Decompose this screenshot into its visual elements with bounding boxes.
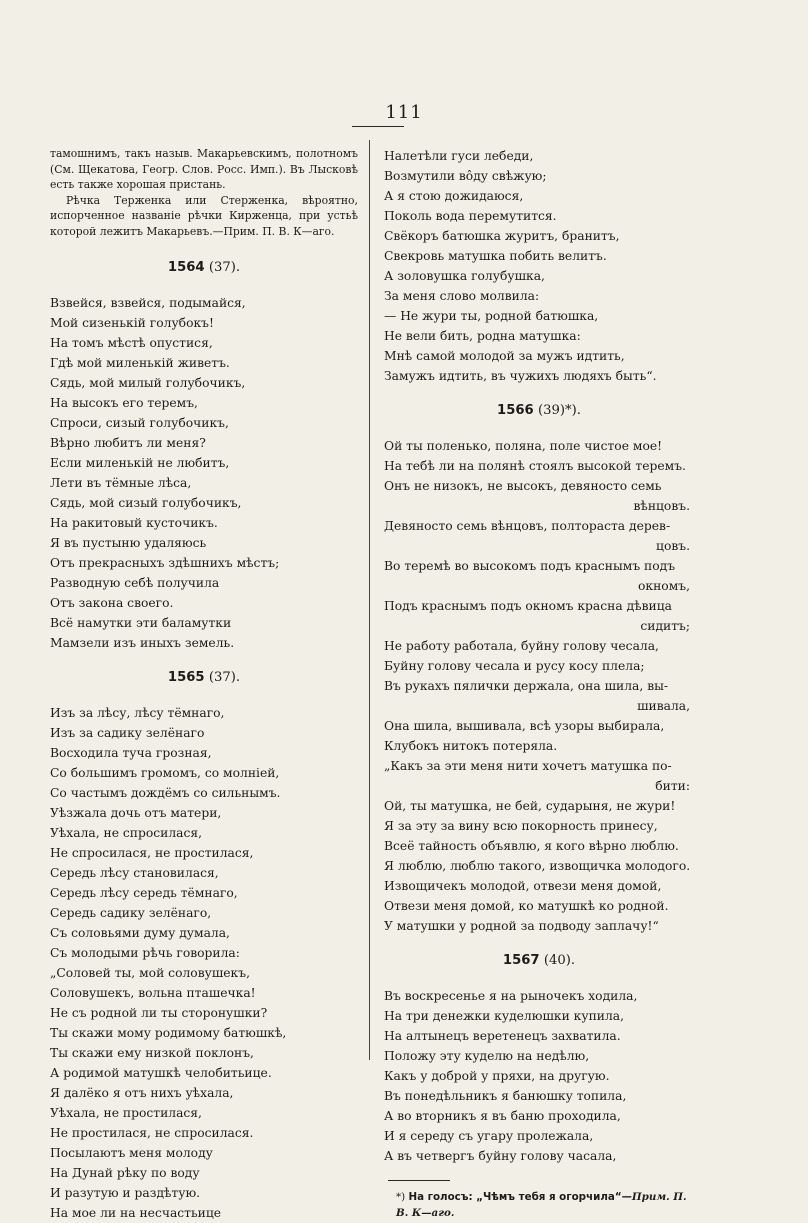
- verse-line: Въ воскресенье я на рыночекъ ходила,: [384, 989, 638, 1003]
- song-reference: (39)*).: [537, 403, 581, 418]
- verse-line: Отвези меня домой, ко матушкѣ ко родной.: [384, 899, 669, 913]
- verse-line: Ой, ты матушка, не бей, сударыня, не жури!: [384, 799, 676, 813]
- verse-line: На ракитовый кусточикъ.: [50, 516, 218, 530]
- song-heading: [384, 400, 694, 422]
- verse-line: Всё намутки эти баламутки: [50, 616, 232, 630]
- verse-line: Сядь, мой сизый голубочикъ,: [50, 496, 242, 510]
- column-divider: [369, 140, 370, 1060]
- verse-line: А во вторникъ я въ баню проходила,: [384, 1109, 621, 1123]
- footnote: [384, 1189, 694, 1221]
- verse-line: Отъ закона своего.: [50, 596, 174, 610]
- verse-line: Всеё тайность объявлю, я кого вѣрно люблю.: [384, 839, 679, 853]
- song-verses: [384, 436, 694, 936]
- verse-line: А я стою дожидаюся,: [384, 189, 524, 203]
- verse-line: Не простилася, не спросилася.: [50, 1126, 254, 1140]
- verse-line: Уѣхала, не спросилася,: [50, 826, 203, 840]
- verse-line: Если миленькiй не любитъ,: [50, 456, 230, 470]
- verse-line: Середь лѣсу становилася,: [50, 866, 219, 880]
- verse-line: Въ понедѣльникъ я банюшку топила,: [384, 1089, 627, 1103]
- song-verses: [50, 293, 358, 653]
- footnote-rule: [388, 1180, 450, 1181]
- verse-line: Я далёко я отъ нихъ уѣхала,: [50, 1086, 234, 1100]
- note-paragraph: Рѣчка Терженка или Стерженка, вѣроятно, испорченное названiе рѣчки Кирженца, при устьѣ которой лежитъ Макарьевъ.—Прим. П. В. К—аго.: [50, 193, 358, 238]
- verse-line: Она шила, вышивала, всѣ узоры выбирала,: [384, 719, 665, 733]
- song-number: 1567: [502, 953, 540, 968]
- verse-line: Буйну голову чесала и русу косу плела;: [384, 659, 645, 673]
- verse-line: цовъ.: [656, 539, 690, 553]
- verse-line: Мой сизенькiй голубокъ!: [50, 316, 214, 330]
- note-paragraph: тамошнимъ, такъ назыв. Макарьевскимъ, полотномъ (См. Щекатова, Геогр. Слов. Росс. Имп.). Въ Лысковѣ есть также хорошая пристань.: [50, 147, 358, 191]
- verse-line: Съ молодыми рѣчь говорила:: [50, 946, 240, 960]
- verse-line: Я въ пустыню удаляюсь: [50, 536, 207, 550]
- right-column: [384, 146, 694, 1221]
- verse-line: Разводную себѣ получила: [50, 576, 220, 590]
- verse-line: вѣнцовъ.: [633, 499, 690, 513]
- verse-line: А въ четвергъ буйну голову часала,: [384, 1149, 617, 1163]
- verse-line: Я за эту за вину всю покорность принесу,: [384, 819, 658, 833]
- verse-line: На алтынецъ веретенецъ захватила.: [384, 1029, 621, 1043]
- verse-line: Мамзели изъ иныхъ земель.: [50, 636, 235, 650]
- verse-line: Замужъ идтить, въ чужихъ людяхъ быть“.: [384, 369, 657, 383]
- verse-line: Восходила туча грозная,: [50, 746, 212, 760]
- verse-line: сидитъ;: [640, 619, 690, 633]
- song-reference: (37).: [208, 670, 241, 685]
- verse-line: Положу эту куделю на недѣлю,: [384, 1049, 590, 1063]
- verse-line: Свёкоръ батюшка журитъ, бранитъ,: [384, 229, 620, 243]
- verse-line: Подъ краснымъ подъ окномъ красна дѣвица: [384, 599, 672, 613]
- verse-line: Изъ за садику зелёнаго: [50, 726, 205, 740]
- verse-line: Уѣзжала дочь отъ матери,: [50, 806, 222, 820]
- verse-line: Возмутили вôду свѣжую;: [384, 169, 547, 183]
- verse-line: Не работу работала, буйну голову чесала,: [384, 639, 659, 653]
- footnote-marker: *): [396, 1191, 406, 1203]
- verse-line: У матушки у родной за подводу заплачу!“: [384, 919, 659, 933]
- verse-line: Извощичекъ молодой, отвези меня домой,: [384, 879, 662, 893]
- song-reference: (40).: [543, 953, 576, 968]
- song-verses: [50, 703, 358, 1223]
- verse-line: Ой ты поленько, поляна, поле чистое мое!: [384, 439, 663, 453]
- verse-line: Изъ за лѣсу, лѣсу тёмнаго,: [50, 706, 225, 720]
- verse-line: Какъ у доброй у пряхи, на другую.: [384, 1069, 610, 1083]
- verse-line: Въ рукахъ пялички держала, она шила, вы-: [384, 679, 669, 693]
- verse-line: Поколь вода перемутится.: [384, 209, 557, 223]
- song-number: 1566: [497, 403, 534, 418]
- verse-line: А золовушка голубушка,: [384, 269, 545, 283]
- verse-line: Ты скажи ему низкой поклонъ,: [50, 1046, 254, 1060]
- verse-line: На тебѣ ли на полянѣ стоялъ высокой теремъ.: [384, 459, 686, 473]
- song-verses: [384, 986, 694, 1166]
- left-column: [50, 146, 358, 1223]
- continued-note: [50, 146, 358, 239]
- verse-line: „Какъ за эти меня нити хочетъ матушка по-: [384, 759, 672, 773]
- verse-line: Ты скажи мому родимому батюшкѣ,: [50, 1026, 287, 1040]
- verse-line: Налетѣли гуси лебеди,: [384, 149, 534, 163]
- verse-line: И я середу съ угару пролежала,: [384, 1129, 594, 1143]
- footnote-attribution: Прим. П. В. К—аго.: [396, 1191, 687, 1219]
- verse-line: Со частымъ дождёмъ со сильнымъ.: [50, 786, 281, 800]
- verse-line: Не спросилася, не простилася,: [50, 846, 254, 860]
- song-number: 1564: [167, 260, 205, 275]
- verse-line: Я люблю, люблю такого, извощичка молодого.: [384, 859, 691, 873]
- verse-line: „Соловей ты, мой соловушекъ,: [50, 966, 250, 980]
- verse-line: окномъ,: [638, 579, 690, 593]
- verse-line: Отъ прекрасныхъ здѣшнихъ мѣстъ;: [50, 556, 280, 570]
- verse-line: Девяносто семь вѣнцовъ, полтораста дерев-: [384, 519, 671, 533]
- verse-line: шивала,: [637, 699, 690, 713]
- verse-line: И разутую и раздѣтую.: [50, 1186, 201, 1200]
- verse-line: Гдѣ мой миленькiй живетъ.: [50, 356, 230, 370]
- verse-line: Во теремѣ во высокомъ подъ краснымъ подъ: [384, 559, 676, 573]
- verse-line: Со большимъ громомъ, со молнiей,: [50, 766, 280, 780]
- verse-line: Середь лѣсу середь тёмнаго,: [50, 886, 238, 900]
- verse-line: Съ соловьями думу думала,: [50, 926, 230, 940]
- verse-line: Онъ не низокъ, не высокъ, девяносто семь: [384, 479, 662, 493]
- footnote-text: На голосъ: „Чѣмъ тебя я огорчила“—: [408, 1191, 632, 1203]
- verse-line: Взвейся, взвейся, подымайся,: [50, 296, 246, 310]
- verse-line: Не съ родной ли ты сторонушки?: [50, 1006, 268, 1020]
- song-number: 1565: [167, 670, 205, 685]
- verse-line: Сядь, мой милый голубочикъ,: [50, 376, 246, 390]
- page-number: 111: [385, 102, 423, 123]
- verse-line: За меня слово молвила:: [384, 289, 540, 303]
- verse-line: Спроси, сизый голубочикъ,: [50, 416, 229, 430]
- verse-line: Посылаютъ меня молоду: [50, 1146, 213, 1160]
- song-heading: [50, 257, 358, 279]
- verse-line: Мнѣ самой молодой за мужъ идтить,: [384, 349, 625, 363]
- verse-line: Не вели бить, родна матушка:: [384, 329, 581, 343]
- verse-line: Середь садику зелёнаго,: [50, 906, 212, 920]
- header-rule: [352, 126, 404, 127]
- verse-line: А родимой матушкѣ челобитьице.: [50, 1066, 272, 1080]
- verse-line: Соловушекъ, вольна пташечка!: [50, 986, 256, 1000]
- verse-line: На три денежки куделюшки купила,: [384, 1009, 625, 1023]
- song-heading: [50, 667, 358, 689]
- verse-line: Лети въ тёмные лѣса,: [50, 476, 192, 490]
- song-reference: (37).: [208, 260, 241, 275]
- verse-line: бити:: [655, 779, 690, 793]
- verse-line: На Дунай рѣку по воду: [50, 1166, 200, 1180]
- verse-line: На высокъ его теремъ,: [50, 396, 198, 410]
- verse-line: Клубокъ нитокъ потеряла.: [384, 739, 558, 753]
- verse-line: Вѣрно любитъ ли меня?: [50, 436, 206, 450]
- verse-line: На томъ мѣстѣ опустися,: [50, 336, 213, 350]
- verse-line: Свекровь матушка побить велитъ.: [384, 249, 607, 263]
- verse-line: Уѣхала, не простилася,: [50, 1106, 202, 1120]
- verse-line: — Не жури ты, родной батюшка,: [384, 309, 599, 323]
- song-heading: [384, 950, 694, 972]
- song-continuation: [384, 146, 694, 386]
- verse-line: На мое ли на несчастьице: [50, 1206, 222, 1220]
